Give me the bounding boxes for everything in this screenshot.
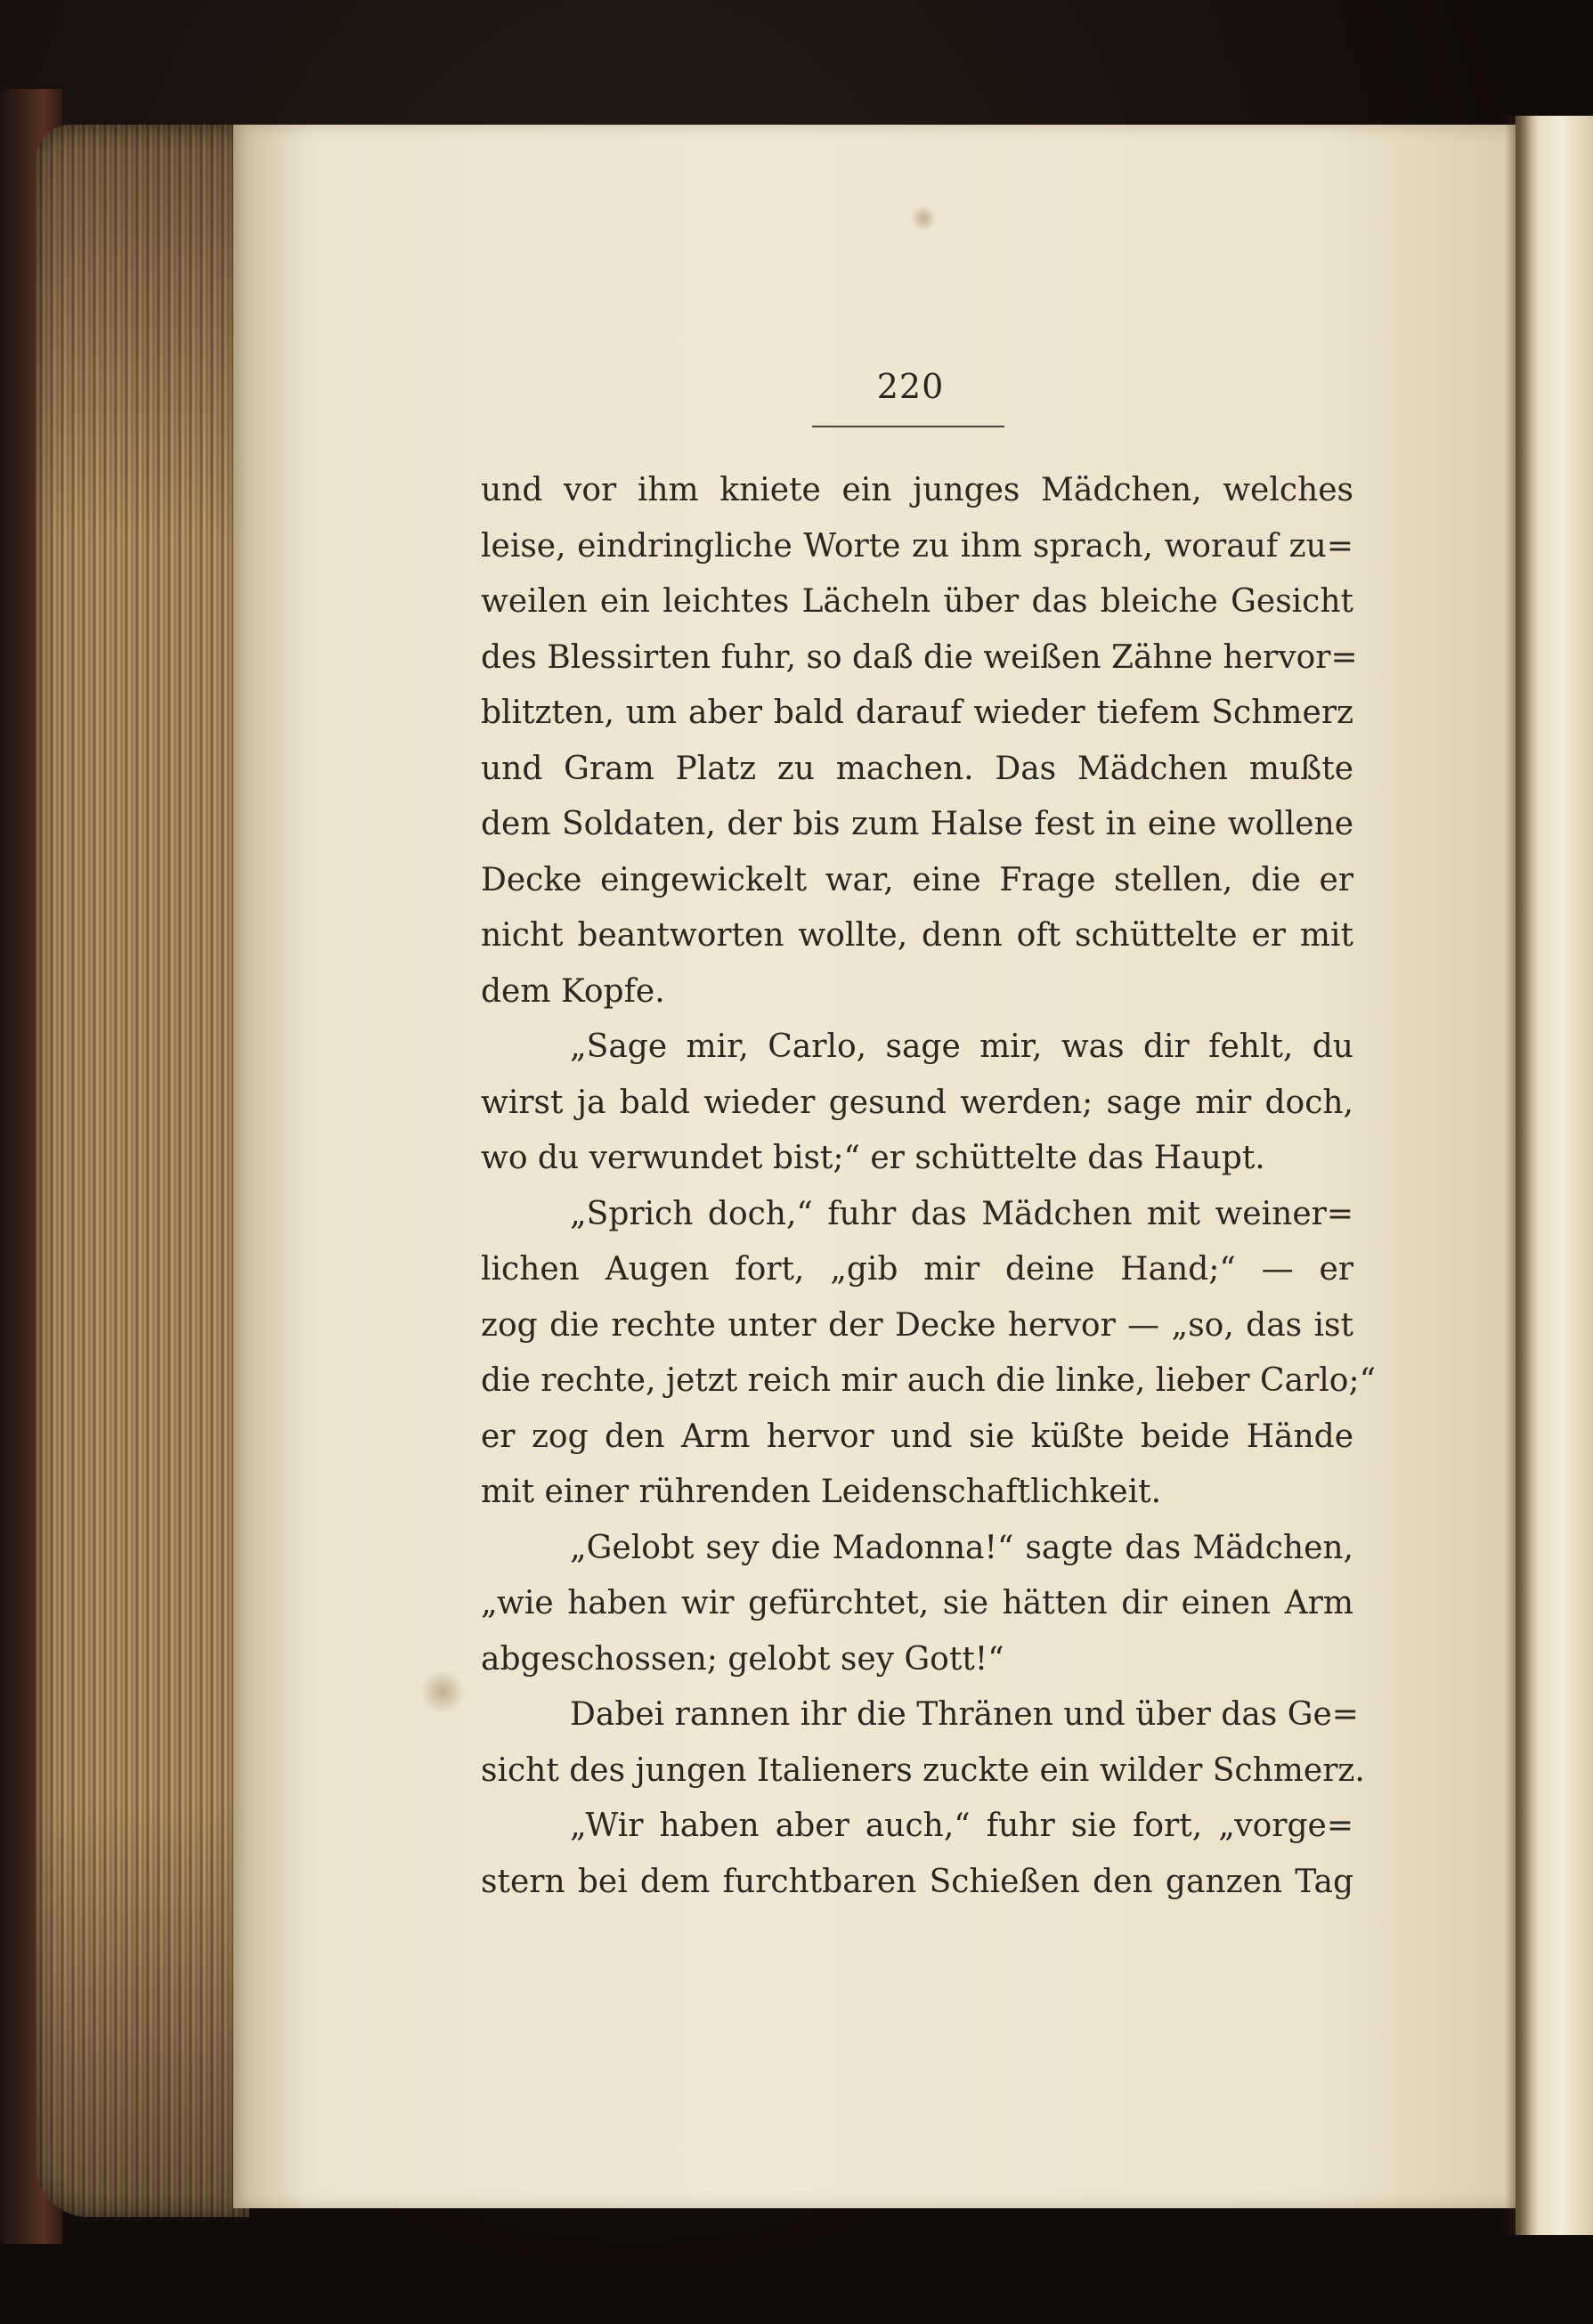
text-line: blitzten, um aber bald darauf wieder tiefem Schmerz xyxy=(481,695,1353,731)
text-line: sicht des jungen Italieners zuckte ein wilder Schmerz. xyxy=(481,1751,1365,1789)
page-stain xyxy=(910,205,937,232)
body-text xyxy=(481,463,1376,1910)
text-line: und vor ihm kniete ein junges Mädchen, welches xyxy=(481,472,1353,508)
text-line: und Gram Platz zu machen. Das Mädchen mußte xyxy=(481,750,1353,787)
text-line: „Gelobt sey die Madonna!“ sagte das Mädchen, xyxy=(570,1529,1353,1566)
text-line: stern bei dem furchtbaren Schießen den ganzen Tag xyxy=(481,1863,1353,1900)
text-line: mit einer rührenden Leidenschaftlichkeit. xyxy=(481,1474,1162,1510)
text-line: wirst ja bald wieder gesund werden; sage mir doch, xyxy=(481,1084,1353,1121)
text-line: abgeschossen; gelobt sey Gott!“ xyxy=(481,1640,1004,1678)
text-line: Dabei rannen ihr die Thränen und über das Ge= xyxy=(570,1696,1359,1733)
page-edges-left xyxy=(36,125,249,2217)
text-line: dem Kopfe. xyxy=(481,972,665,1010)
page-number: 220 xyxy=(876,367,945,406)
text-line: leise, eindringliche Worte zu ihm sprach, worauf zu= xyxy=(481,527,1353,565)
text-line: „Sage mir, Carlo, sage mir, was dir fehlt, du xyxy=(570,1028,1353,1065)
text-line: „Wir haben aber auch,“ fuhr sie fort, „vorge= xyxy=(570,1808,1353,1844)
text-line: weilen ein leichtes Lächeln über das bleiche Gesicht xyxy=(481,583,1353,620)
text-line: Decke eingewickelt war, eine Frage stellen, die er xyxy=(481,861,1353,898)
text-line: dem Soldaten, der bis zum Halse fest in eine wollene xyxy=(481,806,1353,842)
text-line: zog die rechte unter der Decke hervor — „so, das ist xyxy=(481,1306,1353,1344)
text-line: „wie haben wir gefürchtet, sie hätten dir einen Arm xyxy=(481,1585,1353,1621)
text-line: wo du verwundet bist;“ er schüttelte das Haupt. xyxy=(481,1140,1265,1176)
text-line: des Blessirten fuhr, so daß die weißen Zähne hervor= xyxy=(481,638,1358,676)
book-gutter xyxy=(1505,116,1532,2235)
text-line: „Sprich doch,“ fuhr das Mädchen mit weiner= xyxy=(570,1195,1353,1232)
page-stain xyxy=(420,1670,465,1714)
text-line: nicht beantworten wollte, denn oft schüttelte er mit xyxy=(481,917,1353,954)
text-line: er zog den Arm hervor und sie küßte beide Hände xyxy=(481,1418,1353,1455)
text-line: die rechte, jetzt reich mir auch die linke, lieber Carlo;“ xyxy=(481,1362,1376,1399)
header-rule xyxy=(812,426,1004,427)
text-line: lichen Augen fort, „gib mir deine Hand;“ — er xyxy=(481,1251,1353,1288)
